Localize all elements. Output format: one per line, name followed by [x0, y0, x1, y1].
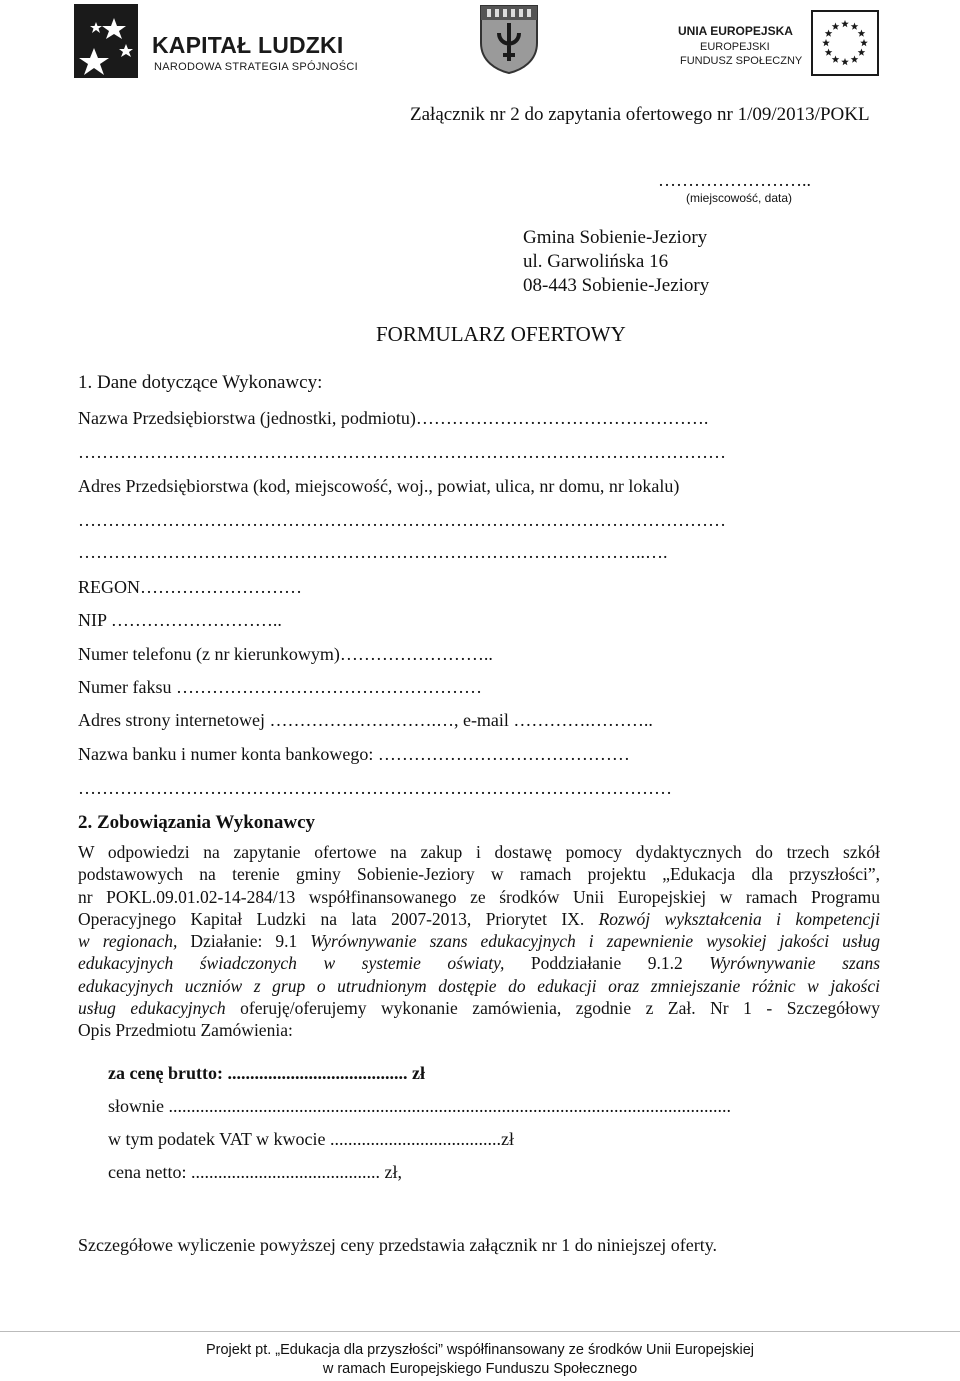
- recipient-line: ul. Garwolińska 16: [523, 251, 669, 272]
- eu-star-icon: [832, 55, 840, 62]
- kapital-ludzki-title: KAPITAŁ LUDZKI: [152, 32, 344, 58]
- paragraph-line: [78, 1019, 880, 1041]
- eu-logo-line2: EUROPEJSKI: [700, 41, 770, 53]
- address-line: ………………………………………………………………………………………………: [78, 510, 726, 530]
- eu-star-icon: [825, 30, 833, 37]
- italic-text-run: edukacyjnych uczniów z grup o utrudnionym dostępie do edukacji oraz zmniejszanie różnic w jakości: [78, 975, 880, 996]
- eu-star-icon: [822, 39, 830, 46]
- municipal-crest-icon: [478, 3, 540, 75]
- company-name-field: Nazwa Przedsiębiorstwa (jednostki, podmiotu)………………………………………….: [78, 408, 709, 428]
- eu-star-icon: [858, 30, 866, 37]
- section1-title: 1. Dane dotyczące Wykonawcy:: [78, 372, 323, 393]
- italic-text-run: usług edukacyjnych: [78, 998, 226, 1019]
- paragraph-line: [78, 952, 880, 974]
- footer-divider: [0, 1331, 960, 1332]
- paragraph-line: [78, 863, 880, 885]
- company-name-continuation: ………………………………………………………………………………………………: [78, 442, 726, 462]
- text-run: podstawowych na terenie gminy Sobienie-Jeziory w ramach projektu „Edukacja dla przyszłości”,: [78, 864, 880, 885]
- eu-flag-icon: [811, 10, 879, 76]
- kapital-ludzki-star-icon: [74, 4, 138, 78]
- address-label: Adres Przedsiębiorstwa (kod, miejscowość, woj., powiat, ulica, nr domu, nr lokalu): [78, 476, 680, 496]
- address-line: …………………………………………………………………………………..….: [78, 542, 668, 562]
- paragraph-line: [78, 997, 880, 1019]
- italic-text-run: w regionach,: [78, 931, 178, 952]
- eu-star-icon: [851, 55, 859, 62]
- eu-star-icon: [825, 49, 833, 56]
- italic-text-run: Wyrównywanie szans: [709, 953, 881, 974]
- obligations-paragraph: [78, 841, 880, 1042]
- vat-field: w tym podatek VAT w kwocie ......................................zł: [108, 1129, 514, 1149]
- annex-reference: Załącznik nr 2 do zapytania ofertowego nr 1/09/2013/POKL: [410, 104, 870, 125]
- fax-field: Numer faksu ……………………………………………: [78, 677, 482, 697]
- paragraph-line: [78, 908, 880, 930]
- footer-line: w ramach Europejskiego Funduszu Społecznego: [322, 1361, 638, 1377]
- italic-text-run: Rozwój wykształcenia i kompetencji: [598, 908, 880, 929]
- text-run: W odpowiedzi na zapytanie ofertowe na zakup i dostawę pomocy dydaktycznych do trzech szkół: [78, 842, 880, 862]
- text-run: oferuję/oferujemy wykonanie zamówienia, zgodnie z Zał. Nr 1 - Szczegółowy: [225, 998, 880, 1019]
- eu-logo-line3: FUNDUSZ SPOŁECZNY: [680, 55, 803, 67]
- eu-star-icon: [860, 39, 868, 46]
- eu-logo: [678, 10, 880, 76]
- kapital-ludzki-subtitle: NARODOWA STRATEGIA SPÓJNOŚCI: [154, 61, 358, 73]
- phone-field: Numer telefonu (z nr kierunkowym)……………………..: [78, 644, 493, 664]
- website-email-field: Adres strony internetowej ……………………….…, e-mail ………….………..: [78, 710, 653, 730]
- recipient-line: 08-443 Sobienie-Jeziory: [523, 275, 710, 296]
- eu-star-icon: [851, 23, 859, 30]
- section2-title: 2. Zobowiązania Wykonawcy: [78, 812, 316, 833]
- bank-field: Nazwa banku i numer konta bankowego: ……………………………………: [78, 744, 630, 764]
- kapital-ludzki-logo: [74, 4, 364, 78]
- text-run: Opis Przedmiotu Zamówienia:: [78, 1020, 293, 1041]
- bank-field-continuation: ………………………………………………………………………………………: [78, 778, 672, 798]
- gross-price-field: za cenę brutto: ........................................ zł: [108, 1063, 425, 1083]
- eu-logo-line1: UNIA EUROPEJSKA: [678, 24, 793, 38]
- footer-line: Projekt pt. „Edukacja dla przyszłości” współfinansowany ze środków Unii Europejskiej: [205, 1342, 754, 1358]
- recipient-line: Gmina Sobienie-Jeziory: [523, 227, 708, 248]
- place-date-label: (miejscowość, data): [686, 191, 793, 205]
- italic-text-run: edukacyjnych świadczonych w systemie oświaty,: [78, 953, 505, 974]
- text-run: Poddziałanie 9.1.2: [504, 953, 710, 974]
- eu-star-icon: [858, 49, 866, 56]
- form-title: FORMULARZ OFERTOWY: [376, 322, 626, 346]
- net-price-field: cena netto: .......................................... zł,: [108, 1162, 402, 1182]
- paragraph-line: [78, 841, 880, 863]
- paragraph-line: [78, 886, 880, 908]
- eu-star-icon: [841, 58, 849, 65]
- paragraph-line: [78, 930, 880, 952]
- price-in-words-field: słownie .............................................................................................................................: [108, 1096, 731, 1116]
- text-run: Działanie: 9.1: [177, 931, 311, 952]
- text-run: nr POKL.09.01.02-14-284/13 współfinansowanego ze środków Unii Europejskiej w ramach Programu: [78, 886, 880, 907]
- eu-star-icon: [832, 23, 840, 30]
- paragraph-line: [78, 975, 880, 997]
- closing-note: Szczegółowe wyliczenie powyższej ceny przedstawia załącznik nr 1 do niniejszej oferty.: [78, 1235, 718, 1255]
- eu-star-icon: [841, 20, 849, 27]
- place-date-dots: ……………………..: [658, 170, 811, 190]
- italic-text-run: Wyrównywanie szans edukacyjnych i zapewnienie wysokiej jakości usług: [310, 931, 881, 952]
- regon-field: REGON………………………: [78, 577, 302, 597]
- text-run: Operacyjnego Kapitał Ludzki na lata 2007-2013, Priorytet IX.: [78, 908, 599, 929]
- nip-field: NIP ………………………..: [78, 610, 282, 630]
